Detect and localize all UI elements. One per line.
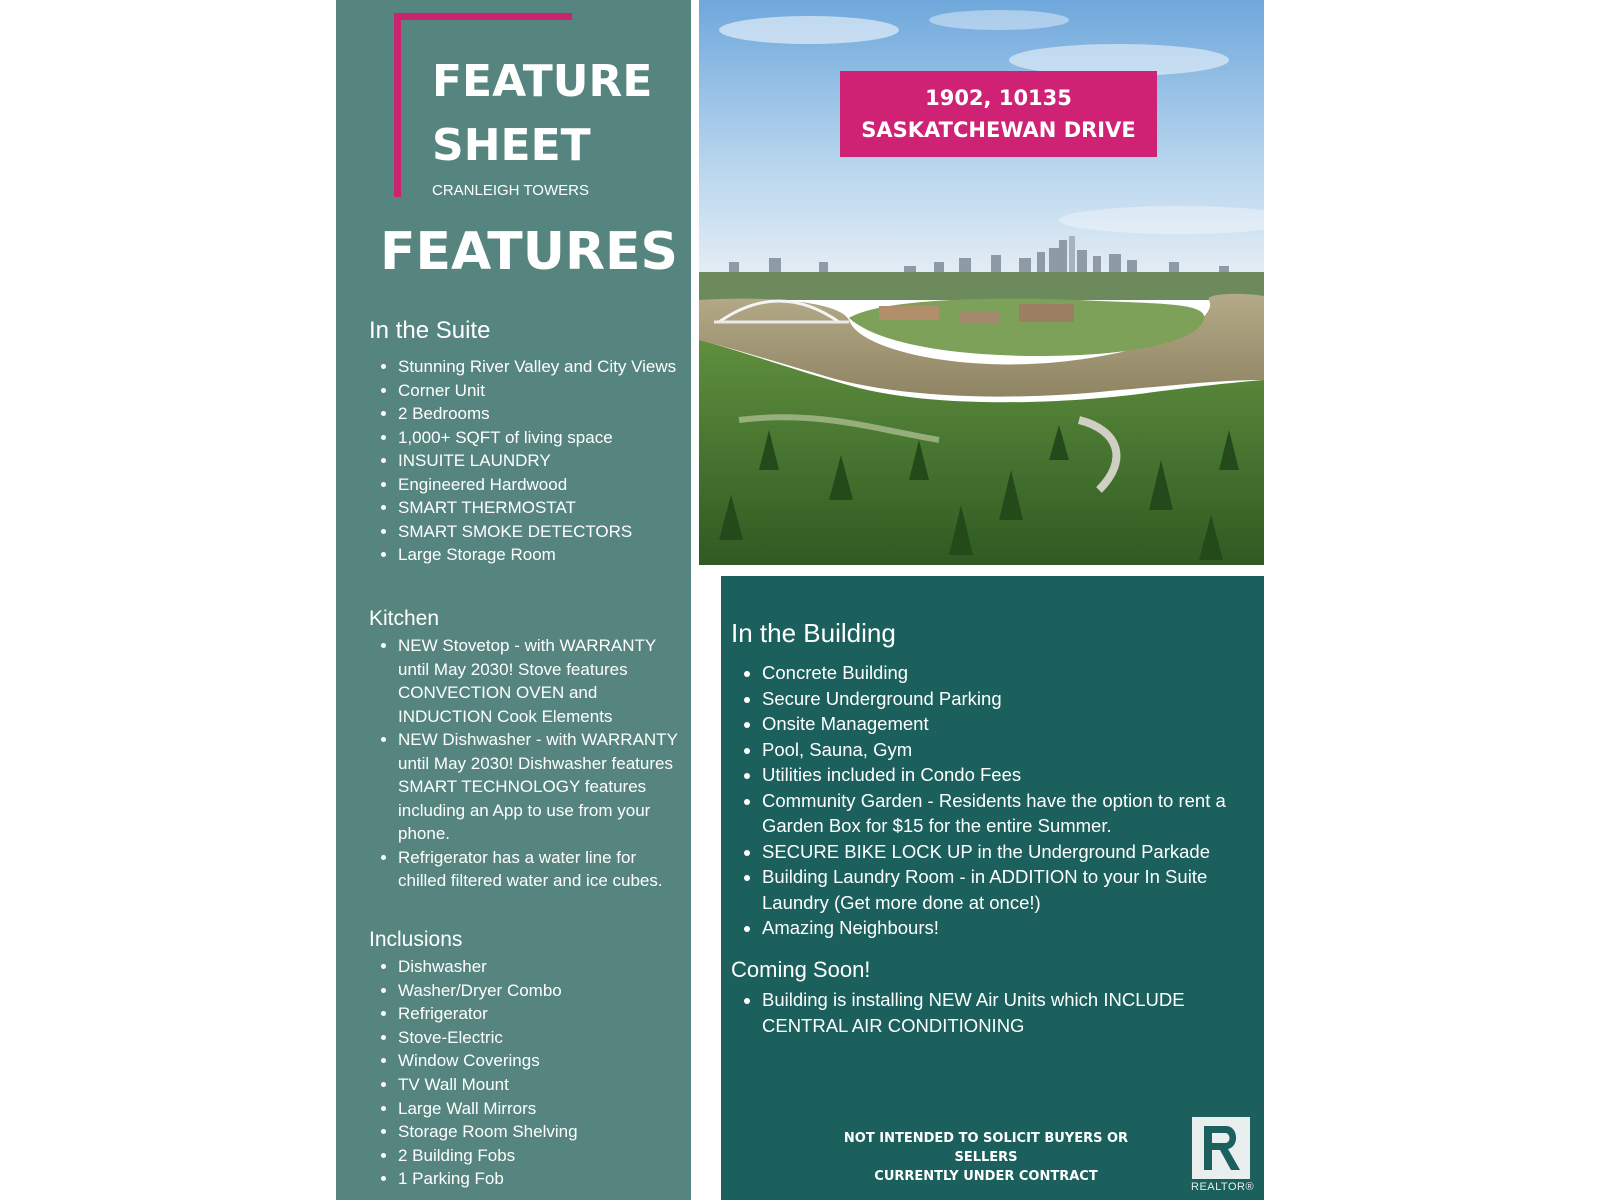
photo-frame — [691, 0, 1264, 576]
list-item: • Window Coverings — [398, 1049, 679, 1073]
list-item: • INSUITE LAUNDRY — [398, 449, 679, 473]
list-item: • 2 Building Fobs — [398, 1144, 679, 1168]
list-item: • Stove-Electric — [398, 1026, 679, 1050]
list-item: • Large Wall Mirrors — [398, 1097, 679, 1121]
list-item: • Pool, Sauna, Gym — [762, 737, 1251, 763]
building-name-subtitle: CRANLEIGH TOWERS — [432, 182, 589, 199]
list-item: • Building Laundry Room - in ADDITION to your In Suite Laundry (Get more done at once!) — [762, 864, 1251, 915]
building-section — [731, 618, 1251, 941]
list-item: • Utilities included in Condo Fees — [762, 762, 1251, 788]
list-item: • Concrete Building — [762, 660, 1251, 686]
building-list — [731, 660, 1251, 941]
disclaimer-line-2: CURRENTLY UNDER CONTRACT — [874, 1169, 1098, 1184]
building-heading: In the Building — [731, 618, 896, 648]
building-panel — [721, 576, 1264, 1200]
address-badge — [840, 71, 1157, 157]
inclusions-section — [369, 928, 679, 1191]
left-column — [336, 0, 691, 1200]
list-item: • 1 Parking Fob — [398, 1167, 679, 1191]
feature-sheet — [336, 0, 1264, 1200]
title-line-2: SHEET — [432, 120, 591, 171]
title-line-1: FEATURE — [432, 56, 653, 107]
realtor-logo — [1191, 1117, 1255, 1195]
list-item: • 2 Bedrooms — [398, 402, 679, 426]
suite-list — [369, 355, 679, 567]
list-item: • 1,000+ SQFT of living space — [398, 426, 679, 450]
title-frame-left-bar — [394, 13, 401, 197]
list-item: • NEW Dishwasher - with WARRANTY until May 2030! Dishwasher features SMART TECHNOLOGY features including an App to use from your phone. — [398, 728, 679, 846]
list-item: • Stunning River Valley and City Views — [398, 355, 679, 379]
address-line-2: SASKATCHEWAN DRIVE — [861, 118, 1136, 142]
list-item: • TV Wall Mount — [398, 1073, 679, 1097]
list-item: • Community Garden - Residents have the option to rent a Garden Box for $15 for the entire Summer. — [762, 788, 1251, 839]
list-item: • SECURE BIKE LOCK UP in the Underground Parkade — [762, 839, 1251, 865]
features-heading: FEATURES — [380, 222, 678, 282]
realtor-r-icon — [1192, 1117, 1250, 1179]
list-item: • Building is installing NEW Air Units which INCLUDE CENTRAL AIR CONDITIONING — [762, 987, 1251, 1038]
list-item: • Storage Room Shelving — [398, 1120, 679, 1144]
list-item: • Large Storage Room — [398, 543, 679, 567]
list-item: • Amazing Neighbours! — [762, 915, 1251, 941]
suite-section — [369, 317, 679, 567]
coming-soon-list — [731, 987, 1251, 1038]
list-item: • Refrigerator — [398, 1002, 679, 1026]
realtor-label: REALTOR® — [1191, 1181, 1255, 1193]
kitchen-section — [369, 607, 679, 893]
disclaimer-line-1: NOT INTENDED TO SOLICIT BUYERS OR SELLERS — [843, 1131, 1129, 1165]
coming-soon-heading: Coming Soon! — [731, 957, 871, 982]
kitchen-list — [369, 634, 679, 893]
list-item: • Refrigerator has a water line for chilled filtered water and ice cubes. — [398, 846, 679, 893]
list-item: • SMART SMOKE DETECTORS — [398, 520, 679, 544]
list-item: • Secure Underground Parking — [762, 686, 1251, 712]
list-item: • SMART THERMOSTAT — [398, 496, 679, 520]
list-item: • NEW Stovetop - with WARRANTY until May 2030! Stove features CONVECTION OVEN and INDUCTION Cook Elements — [398, 634, 679, 728]
disclaimer — [811, 1129, 1161, 1186]
inclusions-list — [369, 955, 679, 1191]
kitchen-heading: Kitchen — [369, 607, 440, 630]
title-frame-top-bar — [394, 13, 572, 20]
list-item: • Onsite Management — [762, 711, 1251, 737]
suite-heading: In the Suite — [369, 317, 491, 344]
inclusions-heading: Inclusions — [369, 928, 463, 951]
address-line-1: 1902, 10135 — [925, 86, 1072, 110]
list-item: • Washer/Dryer Combo — [398, 979, 679, 1003]
list-item: • Corner Unit — [398, 379, 679, 403]
coming-soon-section — [731, 957, 1251, 1038]
list-item: • Engineered Hardwood — [398, 473, 679, 497]
list-item: • Dishwasher — [398, 955, 679, 979]
